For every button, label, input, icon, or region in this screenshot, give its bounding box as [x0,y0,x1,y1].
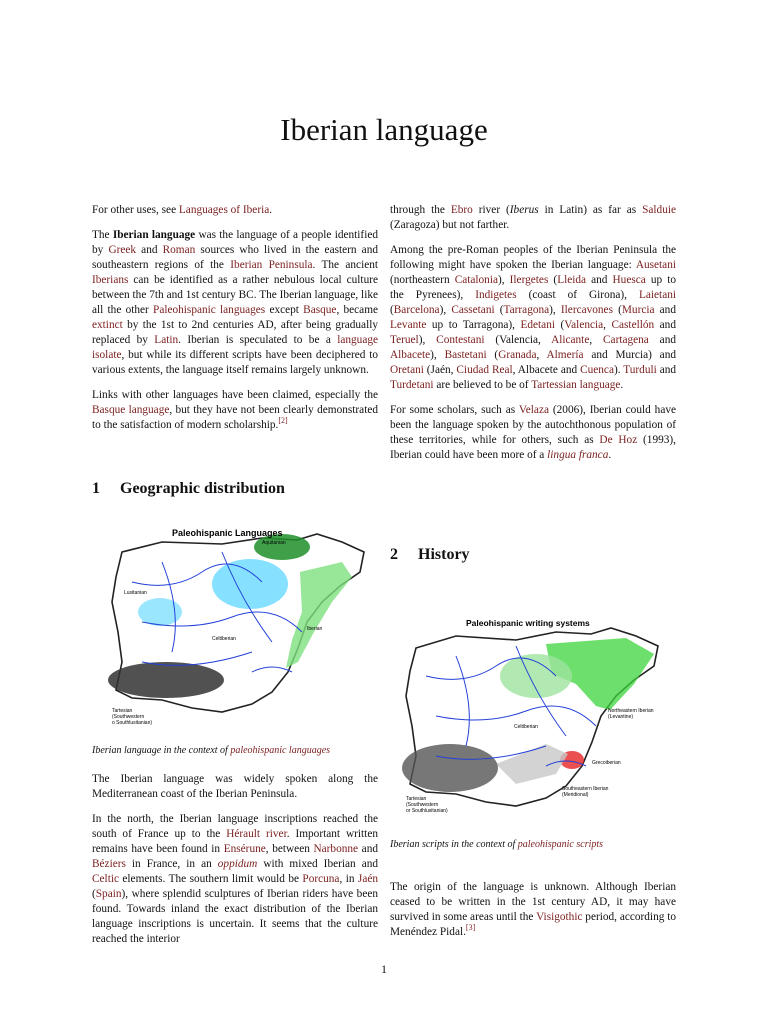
svg-text:Tartesian: Tartesian [112,708,133,714]
link-visigothic[interactable]: Visigothic [536,911,583,923]
link-oretani[interactable]: Oretani [390,364,424,376]
link-greek[interactable]: Greek [108,244,137,256]
link-granada[interactable]: Granada [498,349,537,361]
link-ausetani[interactable]: Ausetani [635,259,676,271]
celtiberian-region [212,559,288,609]
link-tartessian-language[interactable]: Tartessian language [531,379,621,391]
link-catalonia[interactable]: Catalonia [454,274,498,286]
link-castellon[interactable]: Castellón [611,319,655,331]
link-ciudad-real[interactable]: Ciudad Real [456,364,513,376]
link-herault-river[interactable]: Hérault river [226,828,287,840]
svg-text:(Southwestern: (Southwestern [112,714,145,720]
intro-paragraph: The Iberian language was the language of a people identified by Greek and Roman sources who lived in the eastern and southeastern regions of the Iberian Peninsula. The ancient Iberians can be identified as a rather nebulous local culture between the 7th and 1st century BC. The Iberian language, like all the other Paleohispanic languages except Basque, became extinct by the 1st to 2nd centuries AD, after being gradually replaced by Latin. Iberian is speculated to be a language isolate, but while its different scripts have been deciphered to various extents, the language itself remains largely unknown. [92,229,379,376]
section-heading-history: 2 History [390,546,470,563]
link-turduli[interactable]: Turduli [623,364,657,376]
link-languages-of-iberia[interactable]: Languages of Iberia [178,204,270,216]
link-barcelona[interactable]: Barcelona [393,304,440,316]
link-teruel[interactable]: Teruel [390,334,419,346]
link-lleida[interactable]: Lleida [557,274,587,286]
link-beziers[interactable]: Béziers [92,858,126,870]
link-iberian-peninsula[interactable]: Iberian Peninsula [230,259,313,271]
link-enserune[interactable]: Ensérune [223,843,266,855]
link-iberians[interactable]: Iberians [92,274,129,286]
figure-caption-1: Iberian language in the context of paleohispanic languages [92,745,331,756]
link-latin[interactable]: Latin [154,334,179,346]
figure-paleohispanic-languages[interactable] [102,522,372,728]
map2-title: Paleohispanic writing systems [466,618,590,628]
ebro-paragraph: through the Ebro river (Iberus in Latin) as far as Salduie (Zaragoza) but not farther. [390,204,676,231]
svg-text:Celtiberian: Celtiberian [514,724,538,730]
link-ilergetes[interactable]: Ilergetes [509,274,549,286]
link-oppidum[interactable]: oppidum [217,858,258,870]
svg-text:Lusitanian: Lusitanian [124,590,147,596]
paleohispanic-scripts-map [396,614,666,824]
link-huesca[interactable]: Huesca [612,274,646,286]
link-paleohispanic-scripts-caption[interactable]: paleohispanic scripts [517,839,604,850]
link-velaza[interactable]: Velaza [518,404,549,416]
link-turdetani[interactable]: Turdetani [390,379,434,391]
svg-text:or Southlusitanian): or Southlusitanian) [406,808,448,814]
svg-text:o Southlusitanian): o Southlusitanian) [112,720,153,726]
origin-paragraph: The origin of the language is unknown. Although Iberian ceased to be written in the 1st century AD, it may have survived in some areas until the Visigothic period, according to Menéndez Pidal.[3] [390,881,676,938]
link-almeria[interactable]: Almería [546,349,584,361]
link-edetani[interactable]: Edetani [520,319,555,331]
hatnote: For other uses, see Languages of Iberia. [92,204,273,216]
page-title: Iberian language [280,112,488,147]
link-extinct[interactable]: extinct [92,319,123,331]
link-cassetani[interactable]: Cassetani [451,304,495,316]
link-celtic[interactable]: Celtic [92,873,119,885]
link-ilercavones[interactable]: Ilercavones [560,304,613,316]
svg-text:(Southwestern: (Southwestern [406,802,439,808]
link-valencia[interactable]: Valencia [564,319,604,331]
link-spain[interactable]: Spain [95,888,122,900]
link-jaen[interactable]: Jaén [357,873,378,885]
link-paleohispanic-languages-caption[interactable]: paleohispanic languages [230,745,331,756]
tartesian-script-region [402,744,498,792]
figure-paleohispanic-scripts[interactable] [396,614,666,824]
north-paragraph: In the north, the Iberian language inscriptions reached the south of France up to the Hérault river. Important written remains have been found in Ensérune, between Narbonne and Béziers in France, in an oppidum with mixed Iberian and Celtic elements. The southern limit would be Porcuna, in Jaén (Spain), where splendid sculptures of Iberian riders have been found. Towards inland the exact distribution of the Iberian language inscriptions is uncertain. It seems that the culture reached the interior [92,813,378,945]
svg-text:(Meridional): (Meridional) [562,792,589,798]
svg-text:Iberian: Iberian [307,626,323,632]
link-basque[interactable]: Basque [303,304,337,316]
link-bastetani[interactable]: Bastetani [444,349,487,361]
figure-caption-2: Iberian scripts in the context of paleohispanic scripts [390,839,604,850]
svg-text:Celtiberian: Celtiberian [212,636,236,642]
celtiberian-script-region [500,654,572,698]
links-paragraph: Links with other languages have been claimed, especially the Basque language, but they have not been clearly demonstrated to the satisfaction of modern scholarship.[2] [92,389,378,431]
peoples-paragraph: Among the pre-Roman peoples of the Iberian Peninsula the following might have spoken the Iberian language: Ausetani (northeastern Catalonia), Ilergetes (Lleida and Huesca up to the Pyrenees), Indigetes (coast of Girona), Laietani (Barcelona), Cassetani (Tarragona), Ilercavones (Murcia and Levante up to Tarragona), Edetani (Valencia, Castellón and Teruel), Contestani (Valencia, Alicante, Cartagena and Albacete), Bastetani (Granada, Almería and Murcia) and Oretani (Jaén, Ciudad Real, Albacete and Cuenca). Turduli and Turdetani are believed to be of Tartessian language. [390,244,677,391]
link-laietani[interactable]: Laietani [638,289,676,301]
link-porcuna[interactable]: Porcuna [302,873,340,885]
map1-title: Paleohispanic Languages [172,528,283,538]
svg-text:Grecoiberian: Grecoiberian [592,760,621,766]
link-language-isolate[interactable]: language isolate [92,334,378,361]
link-de-hoz[interactable]: De Hoz [599,434,638,446]
link-levante[interactable]: Levante [390,319,427,331]
link-cuenca[interactable]: Cuenca [580,364,614,376]
svg-text:Southeastern Iberian: Southeastern Iberian [562,786,609,792]
link-indigetes[interactable]: Indigetes [475,289,517,301]
link-narbonne[interactable]: Narbonne [313,843,359,855]
svg-text:Northeastern Iberian: Northeastern Iberian [608,708,654,714]
citation-3[interactable]: [3] [465,923,476,933]
svg-text:Aquitanian: Aquitanian [262,540,286,546]
link-tarragona[interactable]: Tarragona [503,304,550,316]
paleohispanic-languages-map [102,522,372,728]
right-column-lower [390,880,676,950]
link-contestani[interactable]: Contestani [436,334,485,346]
right-column [390,203,676,473]
tartesian-region [108,662,224,698]
link-salduie[interactable]: Salduie [642,204,676,216]
page-number: 1 [381,962,387,976]
link-ebro[interactable]: Ebro [450,204,473,216]
left-column [92,203,378,443]
link-lingua-franca[interactable]: lingua franca [547,449,609,461]
link-murcia[interactable]: Murcia [621,304,655,316]
link-albacete[interactable]: Albacete [390,349,431,361]
spread-paragraph: The Iberian language was widely spoken along the Mediterranean coast of the Iberian Peninsula. [92,773,378,800]
svg-text:(Levantine): (Levantine) [608,714,634,720]
link-paleohispanic-languages[interactable]: Paleohispanic languages [153,304,266,316]
scholars-paragraph: For some scholars, such as Velaza (2006), Iberian could have been the language spoken by the autochthonous population of these territories, while for others, such as De Hoz (1993), Iberian could have been more of a lingua franca. [390,404,676,461]
left-column-lower [92,772,378,957]
link-cartagena[interactable]: Cartagena [603,334,649,346]
link-basque-language[interactable]: Basque language [92,404,170,416]
svg-text:Tartesian: Tartesian [406,796,427,802]
citation-2[interactable]: [2] [278,416,288,426]
link-roman[interactable]: Roman [162,244,196,256]
link-alicante[interactable]: Alicante [551,334,590,346]
section-heading-geographic: 1 Geographic distribution [92,480,285,497]
